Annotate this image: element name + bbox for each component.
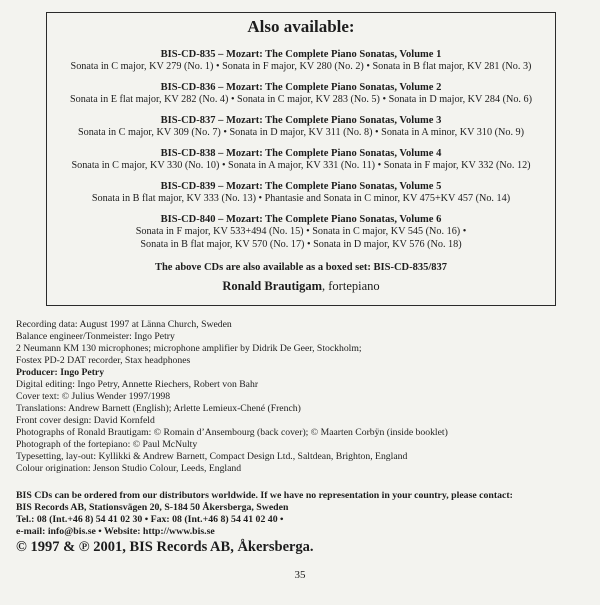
- volume-5: [47, 180, 555, 206]
- volume-6-line-2: Sonata in B flat major, KV 570 (No. 17) • Sonata in D major, KV 576 (No. 18): [140, 238, 462, 250]
- artist-instrument: , fortepiano: [322, 279, 380, 293]
- volume-2-header: BIS-CD-836 – Mozart: The Complete Piano Sonatas, Volume 2: [160, 82, 442, 93]
- volume-3-header: BIS-CD-837 – Mozart: The Complete Piano Sonatas, Volume 3: [160, 115, 442, 126]
- volume-2-line: Sonata in E flat major, KV 282 (No. 4) • Sonata in C major, KV 283 (No. 5) • Sonata in D major, KV 284 (No. 6): [69, 94, 533, 105]
- credit-line: Fostex PD-2 DAT recorder, Stax headphones: [16, 355, 191, 366]
- volume-2: [47, 81, 555, 107]
- credit-line: 2 Neumann KM 130 microphones; microphone amplifier by Didrik De Geer, Stockholm;: [16, 343, 362, 354]
- volume-6-header: BIS-CD-840 – Mozart: The Complete Piano Sonatas, Volume 6: [160, 214, 442, 225]
- credit-line: Front cover design: David Kornfeld: [16, 415, 155, 426]
- artist-credit: [47, 279, 555, 294]
- volume-4-header: BIS-CD-838 – Mozart: The Complete Piano Sonatas, Volume 4: [160, 148, 442, 159]
- credit-line: Balance engineer/Tonmeister: Ingo Petry: [16, 331, 175, 342]
- credit-line: Recording data: August 1997 at Länna Church, Sweden: [16, 319, 232, 330]
- volume-3: [47, 114, 555, 140]
- credit-line: Photograph of the fortepiano: © Paul McNulty: [16, 439, 198, 450]
- box-title: Also available:: [247, 17, 355, 36]
- production-credits: [16, 319, 586, 475]
- credit-line: Cover text: © Julius Wender 1997/1998: [16, 391, 171, 402]
- credit-line: Photographs of Ronald Brautigam: © Romain d’Ansembourg (back cover); © Maarten Corbÿn (inside booklet): [16, 427, 448, 438]
- volume-6: [47, 213, 555, 251]
- credit-line: Typesetting, lay-out: Kyllikki & Andrew Barnett, Compact Design Ltd., Saltdean, Brighton, England: [16, 451, 408, 462]
- copyright-notice: © 1997 & ℗ 2001, BIS Records AB, Åkersberga.: [16, 539, 314, 555]
- volume-1: [47, 48, 555, 74]
- volume-5-line: Sonata in B flat major, KV 333 (No. 13) • Phantasie and Sonata in C minor, KV 475+KV 457 (No. 14): [91, 193, 511, 204]
- volume-4-line: Sonata in C major, KV 330 (No. 10) • Sonata in A major, KV 331 (No. 11) • Sonata in F major, KV 332 (No. 12): [71, 160, 531, 171]
- ordering-info: [16, 490, 591, 538]
- boxed-set-note: The above CDs are also available as a boxed set: BIS-CD-835/837: [154, 262, 448, 273]
- page-number: 35: [294, 569, 306, 581]
- volume-1-header: BIS-CD-835 – Mozart: The Complete Piano Sonatas, Volume 1: [160, 49, 442, 60]
- order-line: BIS CDs can be ordered from our distributors worldwide. If we have no representation in your country, please contact:: [16, 490, 513, 501]
- credit-line: Translations: Andrew Barnett (English); Arlette Lemieux-Chené (French): [16, 403, 301, 414]
- credit-line: Colour origination: Jenson Studio Colour, Leeds, England: [16, 463, 242, 474]
- email-website-line: e-mail: info@bis.se • Website: http://www.bis.se: [16, 526, 215, 537]
- volume-4: [47, 147, 555, 173]
- credit-line: Digital editing: Ingo Petry, Annette Riechers, Robert von Bahr: [16, 379, 259, 390]
- artist-name: Ronald Brautigam: [222, 279, 323, 293]
- also-available-box: [46, 12, 556, 306]
- address-line: BIS Records AB, Stationsvägen 20, S-184 50 Åkersberga, Sweden: [16, 502, 289, 513]
- volume-1-line: Sonata in C major, KV 279 (No. 1) • Sonata in F major, KV 280 (No. 2) • Sonata in B flat major, KV 281 (No. 3): [70, 61, 532, 72]
- volume-3-line: Sonata in C major, KV 309 (No. 7) • Sonata in D major, KV 311 (No. 8) • Sonata in A minor, KV 310 (No. 9): [77, 127, 525, 138]
- volume-6-line-1: Sonata in F major, KV 533+494 (No. 15) • Sonata in C major, KV 545 (No. 16) •: [135, 226, 467, 237]
- producer-line: Producer: Ingo Petry: [16, 367, 105, 378]
- phone-fax-line: Tel.: 08 (Int.+46 8) 54 41 02 30 • Fax: 08 (Int.+46 8) 54 41 02 40 •: [16, 514, 284, 525]
- volume-5-header: BIS-CD-839 – Mozart: The Complete Piano Sonatas, Volume 5: [160, 181, 442, 192]
